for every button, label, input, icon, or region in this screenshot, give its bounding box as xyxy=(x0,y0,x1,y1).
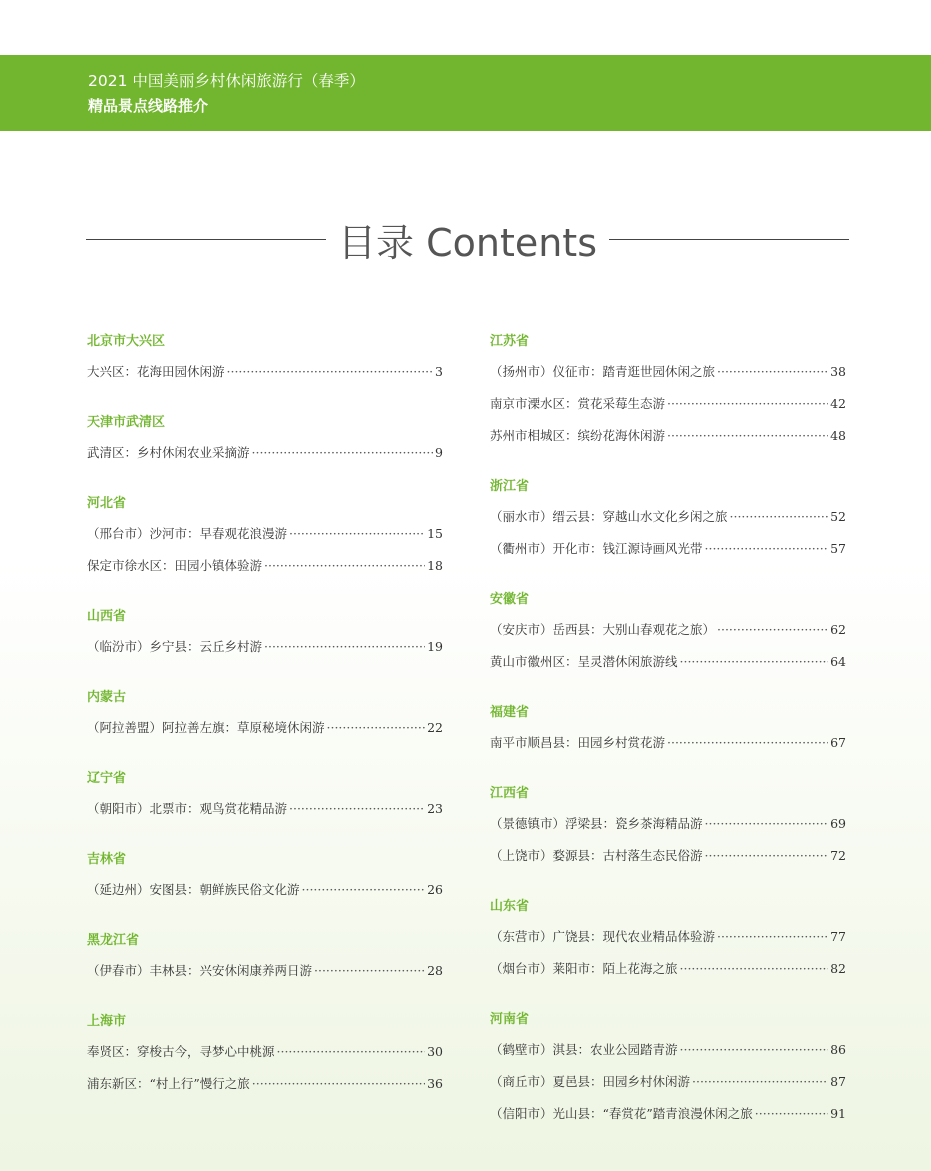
section-heading: 山东省 xyxy=(490,899,530,914)
dot-leader xyxy=(264,636,425,658)
toc-section xyxy=(490,783,846,896)
toc-section xyxy=(87,687,443,768)
header-banner xyxy=(0,55,931,131)
section-heading: 安徽省 xyxy=(490,592,530,607)
dot-leader xyxy=(252,1073,425,1095)
entry-page-number: 69 xyxy=(830,816,846,831)
toc-entry[interactable] xyxy=(490,361,846,393)
dot-leader xyxy=(327,717,426,739)
toc-section xyxy=(490,702,846,783)
entry-label: （衢州市）开化市：钱江源诗画风光带 xyxy=(490,541,703,556)
dot-leader xyxy=(264,555,425,577)
toc-entry[interactable] xyxy=(490,732,846,764)
entry-page-number: 28 xyxy=(427,963,443,978)
entry-page-number: 77 xyxy=(830,929,846,944)
entry-label: 南京市溧水区：赏花采莓生态游 xyxy=(490,396,666,411)
toc-section xyxy=(87,606,443,687)
dot-leader xyxy=(667,425,828,447)
toc-entry[interactable] xyxy=(87,555,443,587)
dot-leader xyxy=(289,523,425,545)
toc-entry[interactable] xyxy=(87,442,443,474)
toc-section xyxy=(87,1011,443,1124)
toc-entry[interactable] xyxy=(87,1073,443,1105)
entry-label: 保定市徐水区：田园小镇体验游 xyxy=(87,558,263,573)
entry-label: （上饶市）婺源县：古村落生态民俗游 xyxy=(490,848,703,863)
entry-label: （邢台市）沙河市：早春观花浪漫游 xyxy=(87,526,288,541)
entry-page-number: 36 xyxy=(427,1076,443,1091)
entry-label: （东营市）广饶县：现代农业精品体验游 xyxy=(490,929,716,944)
entry-page-number: 23 xyxy=(427,801,443,816)
toc-entry[interactable] xyxy=(490,1103,846,1135)
title-rule-left xyxy=(86,239,326,240)
dot-leader xyxy=(227,361,434,383)
dot-leader xyxy=(680,1039,829,1061)
dot-leader xyxy=(705,813,829,835)
toc-entry[interactable] xyxy=(490,651,846,683)
entry-label: 奉贤区：穿梭古今，寻梦心中桃源 xyxy=(87,1044,275,1059)
dot-leader xyxy=(680,958,829,980)
toc-section xyxy=(490,331,846,476)
entry-page-number: 62 xyxy=(830,622,846,637)
toc-section xyxy=(490,1009,846,1154)
entry-label: （延边州）安图县：朝鲜族民俗文化游 xyxy=(87,882,300,897)
dot-leader xyxy=(289,798,425,820)
toc-section xyxy=(87,493,443,606)
entry-label: 南平市顺昌县：田园乡村赏花游 xyxy=(490,735,666,750)
dot-leader xyxy=(667,732,828,754)
toc-entry[interactable] xyxy=(490,425,846,457)
section-heading: 上海市 xyxy=(87,1014,127,1029)
entry-page-number: 3 xyxy=(435,364,443,379)
entry-page-number: 26 xyxy=(427,882,443,897)
dot-leader xyxy=(705,538,829,560)
entry-page-number: 82 xyxy=(830,961,846,976)
toc-section xyxy=(490,589,846,702)
toc-section xyxy=(87,849,443,930)
entry-label: （扬州市）仪征市：踏青逛世园休闲之旅 xyxy=(490,364,716,379)
entry-label: （烟台市）莱阳市：陌上花海之旅 xyxy=(490,961,678,976)
entry-page-number: 72 xyxy=(830,848,846,863)
toc-entry[interactable] xyxy=(87,636,443,668)
contents-title: 目录 Contents xyxy=(338,220,598,265)
dot-leader xyxy=(717,619,828,641)
dot-leader xyxy=(730,506,829,528)
entry-label: （临汾市）乡宁县：云丘乡村游 xyxy=(87,639,263,654)
toc-entry[interactable] xyxy=(490,1039,846,1071)
dot-leader xyxy=(755,1103,828,1125)
section-heading: 山西省 xyxy=(87,609,127,624)
toc-section xyxy=(490,476,846,589)
section-heading: 福建省 xyxy=(490,705,530,720)
toc-section xyxy=(87,768,443,849)
section-heading: 北京市大兴区 xyxy=(87,334,166,349)
toc-entry[interactable] xyxy=(87,1041,443,1073)
dot-leader xyxy=(277,1041,426,1063)
toc-entry[interactable] xyxy=(87,798,443,830)
entry-page-number: 57 xyxy=(830,541,846,556)
toc-right-column xyxy=(490,331,846,1154)
toc-entry[interactable] xyxy=(490,393,846,425)
entry-page-number: 86 xyxy=(830,1042,846,1057)
toc-entry[interactable] xyxy=(490,958,846,990)
entry-page-number: 9 xyxy=(435,445,443,460)
dot-leader xyxy=(717,361,828,383)
entry-page-number: 64 xyxy=(830,654,846,669)
toc-entry[interactable] xyxy=(490,813,846,845)
entry-label: （安庆市）岳西县：大别山春观花之旅） xyxy=(490,622,716,637)
entry-label: （阿拉善盟）阿拉善左旗：草原秘境休闲游 xyxy=(87,720,325,735)
toc-entry[interactable] xyxy=(87,960,443,992)
entry-page-number: 15 xyxy=(427,526,443,541)
entry-page-number: 38 xyxy=(830,364,846,379)
entry-label: （朝阳市）北票市：观鸟赏花精品游 xyxy=(87,801,288,816)
toc-section xyxy=(87,331,443,412)
section-heading: 内蒙古 xyxy=(87,690,127,705)
dot-leader xyxy=(692,1071,828,1093)
section-heading: 黑龙江省 xyxy=(87,933,140,948)
toc-entry[interactable] xyxy=(87,361,443,393)
entry-label: （信阳市）光山县：“春赏花”踏青浪漫休闲之旅 xyxy=(490,1106,753,1121)
toc-entry[interactable] xyxy=(490,506,846,538)
entry-page-number: 52 xyxy=(830,509,846,524)
entry-label: 黄山市徽州区：呈灵潜休闲旅游线 xyxy=(490,654,678,669)
entry-label: 浦东新区：“村上行”慢行之旅 xyxy=(87,1076,250,1091)
entry-page-number: 30 xyxy=(427,1044,443,1059)
toc-section xyxy=(87,930,443,1011)
section-heading: 江西省 xyxy=(490,786,530,801)
toc-entry[interactable] xyxy=(87,523,443,555)
contents-title-block xyxy=(86,214,849,264)
toc-left-column xyxy=(87,331,443,1124)
entry-page-number: 19 xyxy=(427,639,443,654)
entry-page-number: 22 xyxy=(427,720,443,735)
dot-leader xyxy=(252,442,434,464)
toc-entry[interactable] xyxy=(87,717,443,749)
entry-page-number: 18 xyxy=(427,558,443,573)
entry-label: （伊春市）丰林县：兴安休闲康养两日游 xyxy=(87,963,313,978)
section-heading: 天津市武清区 xyxy=(87,415,166,430)
toc-entry[interactable] xyxy=(490,845,846,877)
section-heading: 河南省 xyxy=(490,1012,530,1027)
entry-label: 大兴区：花海田园休闲游 xyxy=(87,364,225,379)
entry-label: （鹤壁市）淇县：农业公园踏青游 xyxy=(490,1042,678,1057)
entry-label: （景德镇市）浮梁县：瓷乡茶海精品游 xyxy=(490,816,703,831)
entry-label: （丽水市）缙云县：穿越山水文化乡闲之旅 xyxy=(490,509,728,524)
entry-label: 武清区：乡村休闲农业采摘游 xyxy=(87,445,250,460)
section-heading: 辽宁省 xyxy=(87,771,127,786)
entry-page-number: 42 xyxy=(830,396,846,411)
entry-label: 苏州市相城区：缤纷花海休闲游 xyxy=(490,428,666,443)
entry-page-number: 91 xyxy=(830,1106,846,1121)
entry-page-number: 67 xyxy=(830,735,846,750)
section-heading: 浙江省 xyxy=(490,479,530,494)
header-title: 2021 中国美丽乡村休闲旅游行（春季） xyxy=(88,72,365,90)
header-subtitle: 精品景点线路推介 xyxy=(88,97,209,115)
toc-entry[interactable] xyxy=(87,879,443,911)
section-heading: 吉林省 xyxy=(87,852,127,867)
dot-leader xyxy=(667,393,828,415)
toc-entry[interactable] xyxy=(490,619,846,651)
dot-leader xyxy=(705,845,829,867)
entry-page-number: 87 xyxy=(830,1074,846,1089)
toc-section xyxy=(490,896,846,1009)
title-rule-right xyxy=(609,239,849,240)
dot-leader xyxy=(680,651,829,673)
dot-leader xyxy=(302,879,426,901)
toc-section xyxy=(87,412,443,493)
dot-leader xyxy=(717,926,828,948)
section-heading: 河北省 xyxy=(87,496,127,511)
toc-entry[interactable] xyxy=(490,538,846,570)
dot-leader xyxy=(314,960,425,982)
entry-label: （商丘市）夏邑县：田园乡村休闲游 xyxy=(490,1074,691,1089)
toc-entry[interactable] xyxy=(490,1071,846,1103)
toc-entry[interactable] xyxy=(490,926,846,958)
entry-page-number: 48 xyxy=(830,428,846,443)
section-heading: 江苏省 xyxy=(490,334,530,349)
